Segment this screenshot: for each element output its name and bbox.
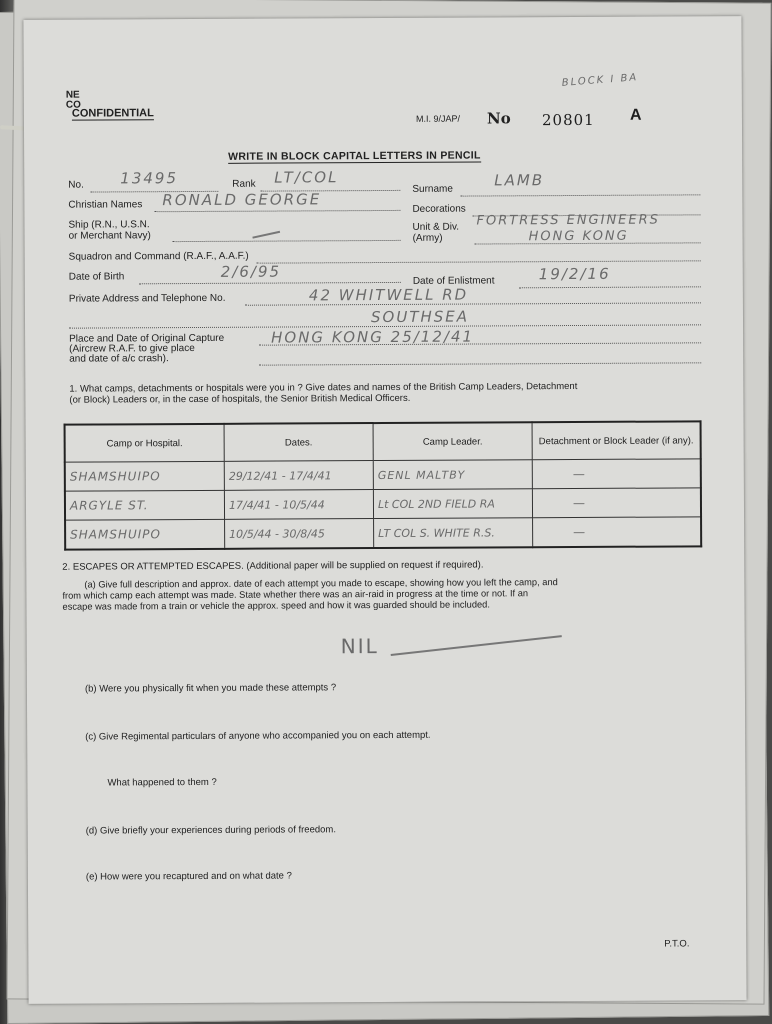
q2-a-answer: NIL xyxy=(340,634,379,659)
camp-leader: LT COL S. WHITE R.S. xyxy=(374,518,533,548)
camp-dates: 17/4/41 - 10/5/44 xyxy=(224,490,373,520)
table-row xyxy=(65,488,701,520)
camps-header-leader: Camp Leader. xyxy=(373,422,532,460)
pto-label: P.T.O. xyxy=(664,938,690,950)
ship-label-2: or Merchant Navy) xyxy=(68,230,151,242)
q1-text-1: 1. What camps, detachments or hospitals were you in ? Give dates and names of the British Camp Leaders, Detachment xyxy=(69,380,578,395)
detachment-leader: — xyxy=(532,459,701,489)
form-title: WRITE IN BLOCK CAPITAL LETTERS IN PENCIL xyxy=(228,149,481,163)
number-label: No xyxy=(486,109,511,128)
q2-d: (d) Give briefly your experiences during periods of freedom. xyxy=(85,824,336,837)
table-row xyxy=(65,459,701,491)
camps-table xyxy=(64,420,703,550)
camp-dates: 29/12/41 - 17/4/41 xyxy=(224,461,373,491)
camps-header-detachment: Detachment or Block Leader (if any). xyxy=(532,421,701,459)
camp-leader: Lt COL 2ND FIELD RA xyxy=(373,489,532,519)
decorations-label: Decorations xyxy=(412,203,466,215)
ship-label-1: Ship (R.N., U.S.N. xyxy=(68,219,150,231)
unit-label-1: Unit & Div. xyxy=(412,221,460,233)
camp-leader: GENL MALTBY xyxy=(373,460,532,490)
q2-c-sub: What happened to them ? xyxy=(107,776,217,789)
corner-text-1: NE xyxy=(65,89,80,101)
enlistment-label: Date of Enlistment xyxy=(412,275,495,287)
camp-dates: 10/5/44 - 30/8/45 xyxy=(225,519,374,549)
christian-names-label: Christian Names xyxy=(68,199,143,211)
surname-value: LAMB xyxy=(494,171,545,190)
document-page xyxy=(23,16,746,1004)
serial-suffix: A xyxy=(629,106,642,124)
address-value-2: SOUTHSEA xyxy=(370,307,470,327)
q2-b: (b) Were you physically fit when you made these attempts ? xyxy=(84,682,337,695)
q2-a-text-3: escape was made from a train or vehicle the approx. speed and how it was guarded should be included. xyxy=(62,599,490,612)
table-row xyxy=(65,517,701,550)
squadron-label: Squadron and Command (R.A.F., A.A.F.) xyxy=(68,250,249,263)
no-label: No. xyxy=(68,179,84,191)
camps-header-camp: Camp or Hospital. xyxy=(65,424,225,462)
q2-a-text-2: from which camp each attempt was made. State whether there was an air-raid in progress at the time or not. If an xyxy=(62,588,529,601)
christian-names-value: RONALD GEORGE xyxy=(162,190,322,210)
unit-value-1: FORTRESS ENGINEERS xyxy=(476,212,660,229)
enlistment-value: 19/2/16 xyxy=(538,264,611,284)
capture-label-3: and date of a/c crash). xyxy=(69,353,169,365)
q2-e: (e) How were you recaptured and on what date ? xyxy=(85,870,292,883)
capture-label-2: (Aircrew R.A.F. to give place xyxy=(69,342,195,355)
corner-text-2: CO xyxy=(65,99,81,111)
q2-c: (c) Give Regimental particulars of anyone who accompanied you on each attempt. xyxy=(85,729,431,743)
no-value: 13495 xyxy=(120,169,179,188)
unit-label-2: (Army) xyxy=(412,232,443,244)
address-label: Private Address and Telephone No. xyxy=(68,292,226,305)
camps-header-dates: Dates. xyxy=(224,423,373,461)
dob-label: Date of Birth xyxy=(68,271,125,283)
address-value-1: 42 WHITWELL RD xyxy=(308,285,469,305)
capture-label-1: Place and Date of Original Capture xyxy=(69,332,225,345)
surname-label: Surname xyxy=(412,183,453,195)
capture-value: HONG KONG 25/12/41 xyxy=(271,327,475,347)
q2-title: 2. ESCAPES OR ATTEMPTED ESCAPES. (Additional paper will be supplied on request if required). xyxy=(62,559,484,573)
camp-name: SHAMSHUIPO xyxy=(65,519,225,549)
camp-name: ARGYLE ST. xyxy=(65,490,225,520)
confidential-label: CONFIDENTIAL xyxy=(71,107,154,120)
ref-label: M.I. 9/JAP/ xyxy=(415,113,460,124)
unit-value-2: HONG KONG xyxy=(528,228,629,245)
detachment-leader: — xyxy=(532,488,701,518)
rank-label: Rank xyxy=(232,178,256,190)
dob-value: 2/6/95 xyxy=(220,262,282,281)
camp-name: SHAMSHUIPO xyxy=(65,461,225,491)
serial-number: 20801 xyxy=(541,110,595,130)
q2-a-text-1: (a) Give full description and approx. date of each attempt you made to escape, showing how you left the camp, and xyxy=(84,577,558,590)
block-note: BLOCK I BA xyxy=(561,72,639,89)
detachment-leader: — xyxy=(533,517,702,547)
q1-text-2: (or Block) Leaders or, in the case of hospitals, the Senior British Medical Officers. xyxy=(69,392,411,406)
rank-value: LT/COL xyxy=(274,168,339,187)
